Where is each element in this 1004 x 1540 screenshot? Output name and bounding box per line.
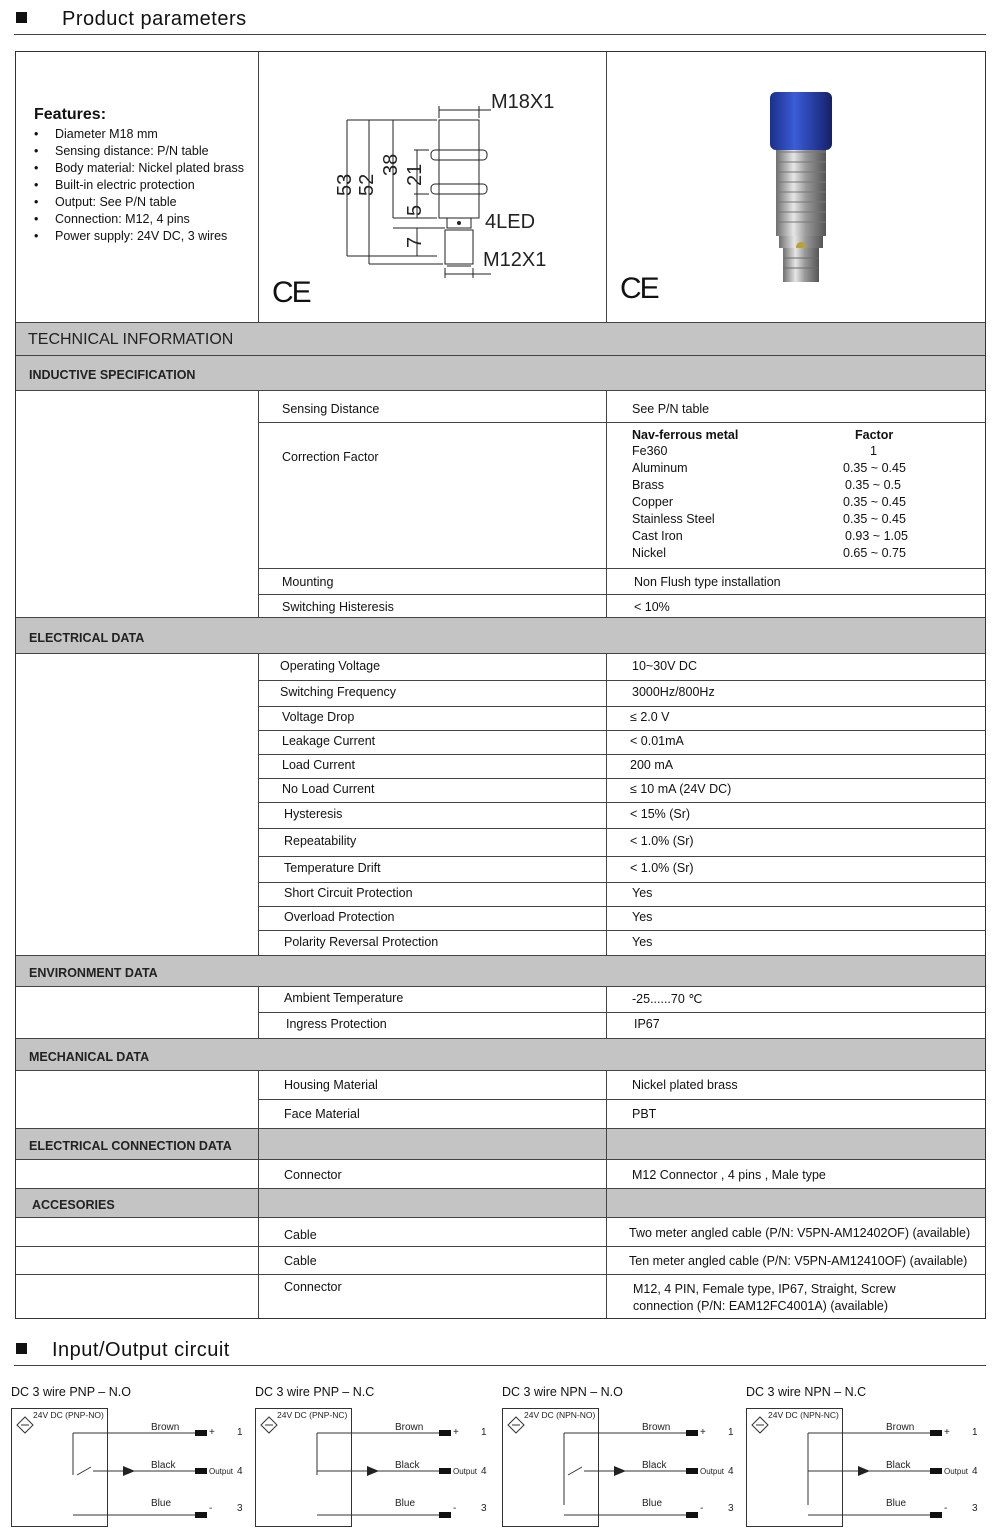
metal-factor: 0.35 ~ 0.45 [843,461,906,475]
band-title: ACCESORIES [32,1198,115,1212]
band-title: ENVIRONMENT DATA [29,966,158,980]
feature-item: • Sensing distance: P/N table [34,143,256,160]
spec-value: Ten meter angled cable (P/N: V5PN-AM12410OF) (available) [629,1254,968,1268]
spec-label: Hysteresis [284,807,343,821]
mechanical-data-band [16,1038,985,1071]
spec-value: Yes [632,935,653,949]
spec-label: Connector [284,1168,342,1182]
spec-value: < 0.01mA [630,734,684,748]
spec-value: M12 Connector , 4 pins , Male type [632,1168,826,1182]
pin-1: 1 [728,1427,734,1438]
metal-name: Nickel [632,546,667,560]
spec-value: 200 mA [630,758,674,772]
terminal-plus: + [453,1427,459,1438]
spec-value: Two meter angled cable (P/N: V5PN-AM12402OF) (available) [629,1226,971,1240]
metal-factor: 0.35 ~ 0.45 [843,512,906,526]
dim-connector-label: M12X1 [483,249,547,271]
terminal [195,1512,207,1518]
spec-value: < 1.0% (Sr) [630,861,694,875]
metal-factor: 0.35 ~ 0.5 [845,478,901,492]
spec-value: M12, 4 PIN, Female type, IP67, Straight, Screw [633,1282,896,1296]
metal-header: Nav-ferrous metal [632,428,739,442]
circuit-schematic [746,1385,986,1535]
spec-table [15,51,986,1319]
circuit-diagram [11,1385,251,1535]
spec-label: Load Current [282,758,355,772]
pin-4: 4 [728,1466,734,1477]
pin-3: 3 [237,1503,243,1514]
wire-label-blue: Blue [886,1498,907,1509]
spec-label: Polarity Reversal Protection [284,935,439,949]
dimension-drawing [259,52,605,322]
dim-5: 5 [404,204,426,216]
wire-label-blue: Blue [395,1498,416,1509]
dim-7: 7 [404,236,426,248]
feature-item: • Output: See P/N table [34,194,256,211]
circuit-title: DC 3 wire NPN – N.O [502,1385,623,1399]
pin-1: 1 [237,1427,243,1438]
pin-1: 1 [972,1427,978,1438]
bullet-square-icon [16,1343,27,1354]
spec-value: PBT [632,1107,657,1121]
spec-label: Ingress Protection [286,1017,387,1031]
dim-38: 38 [380,153,402,176]
terminal-plus: + [944,1427,950,1438]
wire-label-brown: Brown [886,1422,915,1433]
terminal [930,1430,942,1436]
spec-value-line2: connection (P/N: EAM12FC4001A) (available) [633,1299,888,1313]
section-title: Input/Output circuit [52,1339,230,1361]
pin-3: 3 [972,1503,978,1514]
metal-factor: 0.93 ~ 1.05 [845,529,908,543]
pin-4: 4 [237,1466,243,1477]
spec-label: Repeatability [284,834,357,848]
terminal [195,1468,207,1474]
feature-item: • Diameter M18 mm [34,126,256,143]
spec-label: Correction Factor [282,450,379,464]
spec-label: Sensing Distance [282,402,380,416]
band-title: ELECTRICAL DATA [29,631,145,645]
features-panel [34,106,256,245]
circuit-schematic [11,1385,251,1535]
spec-label: Face Material [284,1107,360,1121]
switch-contact [568,1467,582,1475]
terminal-minus: - [700,1503,704,1514]
terminal [930,1468,942,1474]
band-title: TECHNICAL INFORMATION [28,331,234,348]
factor-header: Factor [855,428,894,442]
spec-value: < 10% [634,600,670,614]
box-label: 24V DC (NPN-NO) [524,1410,596,1420]
ce-mark-icon: CE [620,272,658,305]
terminal [686,1468,698,1474]
features-heading: Features: [34,106,107,123]
spec-value: IP67 [634,1017,660,1031]
arrow-icon [367,1466,379,1476]
circuit-schematic [502,1385,742,1535]
spec-label: Operating Voltage [280,659,381,673]
bullet-square-icon [16,12,27,23]
metal-factor: 0.35 ~ 0.45 [843,495,906,509]
circuit-schematic [255,1385,495,1535]
switch-contact [77,1467,91,1475]
section-header-product-parameters [14,0,986,35]
spec-label: Leakage Current [282,734,376,748]
box-label: 24V DC (PNP-NC) [277,1410,348,1420]
spec-label: Voltage Drop [282,710,355,724]
spec-value: ≤ 10 mA (24V DC) [630,782,732,796]
wire-label-black: Black [395,1460,420,1471]
spec-label: Overload Protection [284,910,395,924]
environment-data-band [16,955,985,987]
spec-value: ≤ 2.0 V [630,710,670,724]
terminal [439,1468,451,1474]
circuit-title: DC 3 wire PNP – N.O [11,1385,131,1399]
spec-label: Housing Material [284,1078,378,1092]
wire-label-black: Black [642,1460,667,1471]
spec-value: 3000Hz/800Hz [632,685,715,699]
terminal [439,1512,451,1518]
dim-led-label: 4LED [485,211,536,233]
pin-4: 4 [972,1466,978,1477]
band-title: MECHANICAL DATA [29,1050,150,1064]
sensor-box [12,1409,108,1527]
spec-label: Short Circuit Protection [284,886,413,900]
terminal [439,1430,451,1436]
metal-factor: 1 [870,444,877,458]
technical-information-band [16,322,985,356]
circuit-diagram [502,1385,742,1535]
wire-label-brown: Brown [151,1422,180,1433]
wire-label-brown: Brown [642,1422,671,1433]
circuit-diagram [746,1385,986,1535]
dim-21: 21 [404,163,426,186]
ce-mark-icon: CE [272,276,310,309]
wire-label-black: Black [151,1460,176,1471]
section-header-io-circuit [14,1331,986,1366]
spec-label: Temperature Drift [284,861,381,875]
sensor-box [256,1409,352,1527]
dim-53: 53 [334,173,356,196]
spec-label: No Load Current [282,782,375,796]
dim-thread-label: M18X1 [491,91,555,113]
band-title: ELECTRICAL CONNECTION DATA [29,1139,232,1153]
electrical-connection-band [16,1128,985,1160]
spec-value: Non Flush type installation [634,575,781,589]
wire-label-black: Black [886,1460,911,1471]
accessories-band [16,1188,985,1218]
terminal-output: Output [700,1467,725,1476]
spec-label: Ambient Temperature [284,991,404,1005]
metal-name: Brass [632,478,664,492]
spec-value: Nickel plated brass [632,1078,738,1092]
pin-3: 3 [728,1503,734,1514]
sensor-box [503,1409,599,1527]
pin-3: 3 [481,1503,487,1514]
terminal [195,1430,207,1436]
inductive-spec-band [16,355,985,391]
metal-name: Aluminum [632,461,688,475]
arrow-icon [123,1466,135,1476]
spec-label: Connector [284,1280,342,1294]
terminal-plus: + [209,1427,215,1438]
feature-item: • Power supply: 24V DC, 3 wires [34,228,256,245]
pin-4: 4 [481,1466,487,1477]
spec-label: Switching Histeresis [282,600,394,614]
spec-label: Switching Frequency [280,685,397,699]
terminal-minus: - [453,1503,457,1514]
pin-1: 1 [481,1427,487,1438]
spec-value: See P/N table [632,402,710,416]
sensor-box [747,1409,843,1527]
terminal-output: Output [453,1467,478,1476]
spec-label: Cable [284,1228,317,1242]
spec-value: -25......70 ℃ [632,992,703,1006]
terminal-output: Output [209,1467,234,1476]
spec-value: < 15% (Sr) [630,807,691,821]
section-title: Product parameters [62,8,247,30]
electrical-data-band [16,617,985,654]
terminal [930,1512,942,1518]
band-title: INDUCTIVE SPECIFICATION [29,368,196,382]
metal-name: Cast Iron [632,529,683,543]
feature-item: • Built-in electric protection [34,177,256,194]
circuit-title: DC 3 wire PNP – N.C [255,1385,375,1399]
terminal-plus: + [700,1427,706,1438]
arrow-icon [614,1466,626,1476]
spec-label: Cable [284,1254,317,1268]
dim-52: 52 [356,173,378,196]
spec-value: < 1.0% (Sr) [630,834,694,848]
spec-value: 10~30V DC [632,659,697,673]
terminal-minus: - [944,1503,948,1514]
arrow-icon [858,1466,870,1476]
terminal-minus: - [209,1503,213,1514]
metal-name: Stainless Steel [632,512,715,526]
circuit-diagram [255,1385,495,1535]
terminal [686,1512,698,1518]
box-label: 24V DC (PNP-NO) [33,1410,104,1420]
metal-name: Copper [632,495,673,509]
spec-label: Mounting [282,575,334,589]
wire-label-brown: Brown [395,1422,424,1433]
wire-label-blue: Blue [642,1498,663,1509]
terminal-output: Output [944,1467,969,1476]
spec-value: Yes [632,886,653,900]
metal-name: Fe360 [632,444,668,458]
metal-factor: 0.65 ~ 0.75 [843,546,906,560]
features-list [34,126,256,245]
box-label: 24V DC (NPN-NC) [768,1410,839,1420]
feature-item: • Body material: Nickel plated brass [34,160,256,177]
terminal [686,1430,698,1436]
spec-value: Yes [632,910,653,924]
wire-label-blue: Blue [151,1498,172,1509]
sensor-photo [607,52,985,322]
circuit-title: DC 3 wire NPN – N.C [746,1385,867,1399]
feature-item: • Connection: M12, 4 pins [34,211,256,228]
